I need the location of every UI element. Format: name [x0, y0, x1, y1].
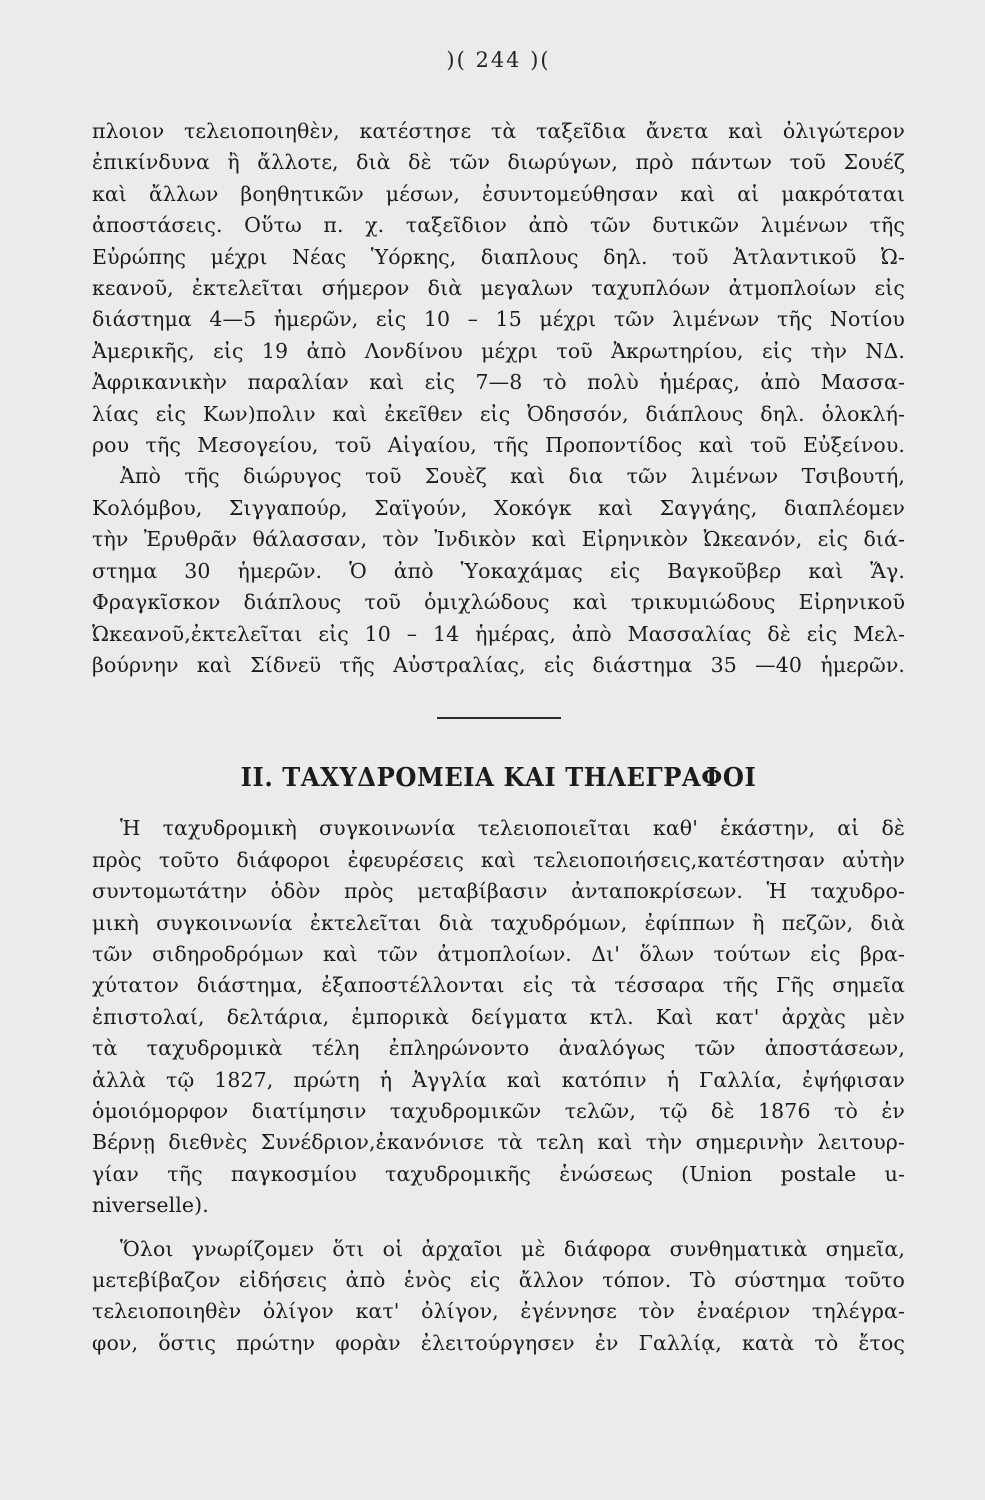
- paragraph-1: [92, 116, 905, 461]
- text-line: στημα 30 ἡμερῶν. Ὁ ἀπὸ Ὑοκαχάμας εἰς Βαγκοῦβερ καὶ Ἅγ.: [92, 558, 905, 583]
- paragraph-4: [92, 1234, 905, 1360]
- text-line: τὴν Ἐρυθρᾶν θάλασσαν, τὸν Ἰνδικὸν καὶ Εἰρηνικὸν Ὠκεανόν, εἰς διά-: [92, 527, 905, 552]
- text-line: niverselle).: [92, 1193, 209, 1218]
- text-line: Ἀπὸ τῆς διώρυγος τοῦ Σουὲζ καὶ δια τῶν λιμένων Τσιβουτή,: [120, 464, 905, 489]
- text-line: ἀποστάσεις. Οὕτω π. χ. ταξεῖδιον ἀπὸ τῶν δυτικῶν λιμένων τῆς: [92, 213, 905, 238]
- section-heading: II. ΤΑΧΥΔΡΟΜΕΙΑ ΚΑΙ ΤΗΛΕΓΡΑΦΟΙ: [240, 763, 757, 794]
- page-number: )( 244 )(: [446, 48, 551, 72]
- paragraph-2: [92, 461, 905, 681]
- text-line: Ἡ ταχυδρομικὴ συγκοινωνία τελειοποιεῖται καθ' ἑκάστην, αἱ δὲ: [120, 816, 905, 841]
- text-line: πλοιον τελειοποιηθὲν, κατέστησε τὰ ταξεῖδια ἄνετα καὶ ὀλιγώτερον: [92, 119, 905, 143]
- text-line: λίας εἰς Κων)πολιν καὶ ἐκεῖθεν εἰς Ὀδησσόν, διάπλους δηλ. ὁλοκλή-: [92, 401, 905, 426]
- text-line: καὶ ἄλλων βοηθητικῶν μέσων, ἐσυντομεύθησαν καὶ αἱ μακρόταται: [92, 181, 905, 206]
- text-line: Ἀφρικανικὴν παραλίαν καὶ εἰς 7—8 τὸ πολὺ ἡμέρας, ἀπὸ Μασσα-: [92, 370, 905, 395]
- text-line: ρου τῆς Μεσογείου, τοῦ Αἰγαίου, τῆς Προποντίδος καὶ τοῦ Εὐξείνου.: [92, 433, 905, 458]
- paragraph-3: [92, 813, 905, 1221]
- text-line: Ἀμερικῆς, εἰς 19 ἀπὸ Λονδίνου μέχρι τοῦ Ἀκρωτηρίου, εἰς τὴν ΝΔ.: [92, 338, 905, 363]
- text-line: Εὐρώπης μέχρι Νέας Ὑόρκης, διαπλους δηλ. τοῦ Ἀτλαντικοῦ Ὠ-: [92, 244, 905, 269]
- text-line: τὰ ταχυδρομικὰ τέλη ἐπληρώνοντο ἀναλόγως τῶν ἀποστάσεων,: [92, 1036, 905, 1061]
- text-line: πρὸς τοῦτο διάφοροι ἐφευρέσεις καὶ τελειοποιήσεις,κατέστησαν αὐτὴν: [92, 847, 905, 872]
- text-line: κεανοῦ, ἐκτελεῖται σήμερον διὰ μεγαλων ταχυπλόων ἀτμοπλοίων εἰς: [92, 276, 905, 301]
- text-line: διάστημα 4—5 ἡμερῶν, εἰς 10 – 15 μέχρι τῶν λιμένων τῆς Νοτίου: [92, 307, 905, 332]
- text-line: Φραγκῖσκον διάπλους τοῦ ὁμιχλώδους καὶ τρικυμιώδους Εἰρηνικοῦ: [92, 590, 905, 615]
- text-line: μικὴ συγκοινωνία ἐκτελεῖται διὰ ταχυδρόμων, ἐφίππων ἢ πεζῶν, διὰ: [92, 910, 905, 935]
- text-line: γίαν τῆς παγκοσμίου ταχυδρομικῆς ἑνώσεως (Union postale u-: [92, 1161, 905, 1186]
- text-line: ἐπικίνδυνα ἢ ἄλλοτε, διὰ δὲ τῶν διωρύγων, πρὸ πάντων τοῦ Σουέζ: [92, 150, 905, 175]
- text-line: χύτατον διάστημα, ἐξαποστέλλονται εἰς τὰ τέσσαρα τῆς Γῆς σημεῖα: [92, 973, 905, 998]
- text-line: ἀλλὰ τῷ 1827, πρώτη ἡ Ἀγγλία καὶ κατόπιν ἡ Γαλλία, ἐψήφισαν: [92, 1067, 905, 1092]
- section-divider: [437, 717, 561, 719]
- text-line: Βέρνῃ διεθνὲς Συνέδριον,ἐκανόνισε τὰ τελη καὶ τὴν σημερινὴν λειτουρ-: [92, 1130, 905, 1155]
- text-line: Κολόμβου, Σιγγαπούρ, Σαϊγούν, Χοκόγκ καὶ Σαγγάης, διαπλέομεν: [92, 495, 905, 520]
- text-line: μετεβίβαζον εἰδήσεις ἀπὸ ἑνὸς εἰς ἄλλον τόπον. Τὸ σύστημα τοῦτο: [92, 1268, 905, 1292]
- text-line: Ὠκεανοῦ,ἐκτελεῖται εἰς 10 – 14 ἡμέρας, ἀπὸ Μασσαλίας δὲ εἰς Μελ-: [92, 621, 905, 646]
- text-line: βούρνην καὶ Σίδνεϋ τῆς Αὐστραλίας, εἰς διάστημα 35 —40 ἡμερῶν.: [92, 652, 905, 677]
- text-line: ὁμοιόμορφον διατίμησιν ταχυδρομικῶν τελῶν, τῷ δὲ 1876 τὸ ἐν: [92, 1098, 905, 1123]
- text-line: φον, ὅστις πρώτην φορὰν ἐλειτούργησεν ἐν Γαλλίᾳ, κατὰ τὸ ἔτος: [92, 1330, 905, 1355]
- text-line: τελειοποιηθὲν ὀλίγον κατ' ὀλίγον, ἐγέννησε τὸν ἐναέριον τηλέγρα-: [92, 1299, 905, 1324]
- text-line: τῶν σιδηροδρόμων καὶ τῶν ἀτμοπλοίων. Δι' ὅλων τούτων εἰς βρα-: [92, 941, 905, 966]
- text-line: Ὅλοι γνωρίζομεν ὅτι οἱ ἀρχαῖοι μὲ διάφορα συνθηματικὰ σημεῖα,: [120, 1236, 905, 1261]
- text-line: συντομωτάτην ὁδὸν πρὸς μεταβίβασιν ἀνταποκρίσεων. Ἡ ταχυδρο-: [92, 879, 905, 904]
- text-line: ἐπιστολαί, δελτάρια, ἐμπορικὰ δείγματα κτλ. Καὶ κατ' ἀρχὰς μὲν: [92, 1004, 905, 1029]
